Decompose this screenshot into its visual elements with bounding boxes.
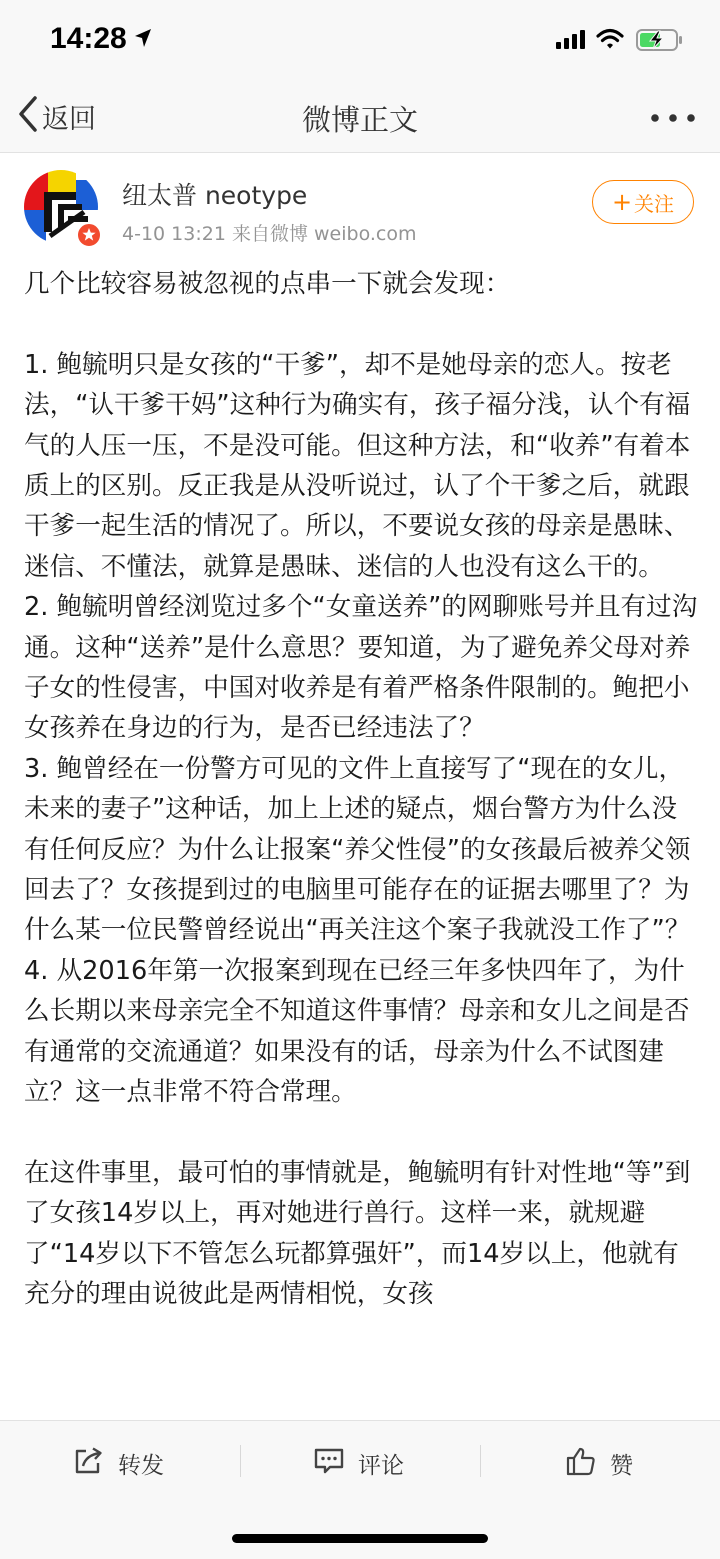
like-button[interactable]: [566, 1443, 633, 1483]
page-title: 微博正文: [301, 103, 418, 137]
divider: [480, 1445, 481, 1477]
post-paragraph: 几个比较容易被忽视的点串一下就会发现：: [24, 269, 511, 299]
comment-label: 评论: [358, 1452, 404, 1479]
follow-button[interactable]: [592, 180, 694, 224]
more-dots-icon[interactable]: [650, 108, 696, 127]
comment-icon: [314, 1447, 344, 1479]
post-paragraph: 2. 鲍毓明曾经浏览过多个“女童送养”的网聊账号并且有过沟通。这种“送养”是什么意思？要知道，为了避免养父母对养子女的性侵害，中国对收养是有着严格条件限制的。鲍把小女孩养在身边的行为，是否已经违法了？: [24, 592, 698, 744]
thumbs-up-icon: [566, 1446, 596, 1480]
back-label: 返回: [42, 103, 96, 135]
comment-button[interactable]: [314, 1443, 404, 1483]
post-meta: 4-10 13:21 来自微博 weibo.com: [122, 223, 417, 245]
follow-label: 关注: [634, 191, 675, 216]
location-arrow-icon: [134, 28, 152, 52]
verified-badge-icon: [76, 222, 102, 252]
like-label: 赞: [610, 1452, 633, 1479]
share-icon: [74, 1447, 104, 1479]
battery-charging-icon: [636, 28, 684, 56]
wifi-icon: [596, 28, 624, 54]
post-paragraph: 4. 从2016年第一次报案到现在已经三年多快四年了，为什么长期以来母亲完全不知道这件事情？母亲和女儿之间是否有通常的交流通道？如果没有的话，母亲为什么不试图建立？这一点非常不符合常理。: [24, 955, 690, 1108]
post-paragraph: 1. 鲍毓明只是女孩的“干爹”，却不是她母亲的恋人。按老法，“认干爹干妈”这种行为确实有，孩子福分浅，认个有福气的人压一压，不是没可能。但这种方法，和“收养”有着本质上的区别。反正我是从没听说过，认了个干爹之后，就跟干爹一起生活的情况了。所以，不要说女孩的母亲是愚昧、迷信、不懂法，就算是愚昧、迷信的人也没有这么干的。: [24, 349, 691, 582]
repost-button[interactable]: [74, 1443, 164, 1483]
post-paragraph: 3. 鲍曾经在一份警方可见的文件上直接写了“现在的女儿，未来的妻子”这种话，加上上述的疑点，烟台警方为什么没有任何反应？为什么让报案“养父性侵”的女孩最后被养父领回去了？女孩提到过的电脑里可能存在的证据去哪里了？为什么某一位民警曾经说出“再关注这个案子我就没工作了”？: [24, 753, 691, 946]
repost-label: 转发: [118, 1452, 164, 1479]
status-bar: [0, 0, 720, 80]
signal-icon: [556, 30, 586, 54]
divider: [240, 1445, 241, 1477]
nav-bar: [0, 80, 720, 153]
chevron-left-icon: [18, 96, 38, 136]
back-button[interactable]: [18, 94, 96, 138]
post-paragraph: 在这件事里，最可怕的事情就是，鲍毓明有针对性地“等”到了女孩14岁以上，再对她进行兽行。这样一来，就规避了“14岁以下不管怎么玩都算强奸”，而14岁以上，他就有充分的理由说彼此是两情相悦，女孩: [24, 1157, 691, 1310]
post-paragraph: [24, 304, 700, 344]
status-time: 14:28: [50, 22, 127, 55]
post-paragraph: [24, 1113, 700, 1153]
home-indicator: [232, 1534, 488, 1543]
plus-icon: +: [611, 188, 633, 216]
author-name[interactable]: 纽太普 neotype: [122, 181, 308, 210]
post-body: [24, 264, 700, 1420]
